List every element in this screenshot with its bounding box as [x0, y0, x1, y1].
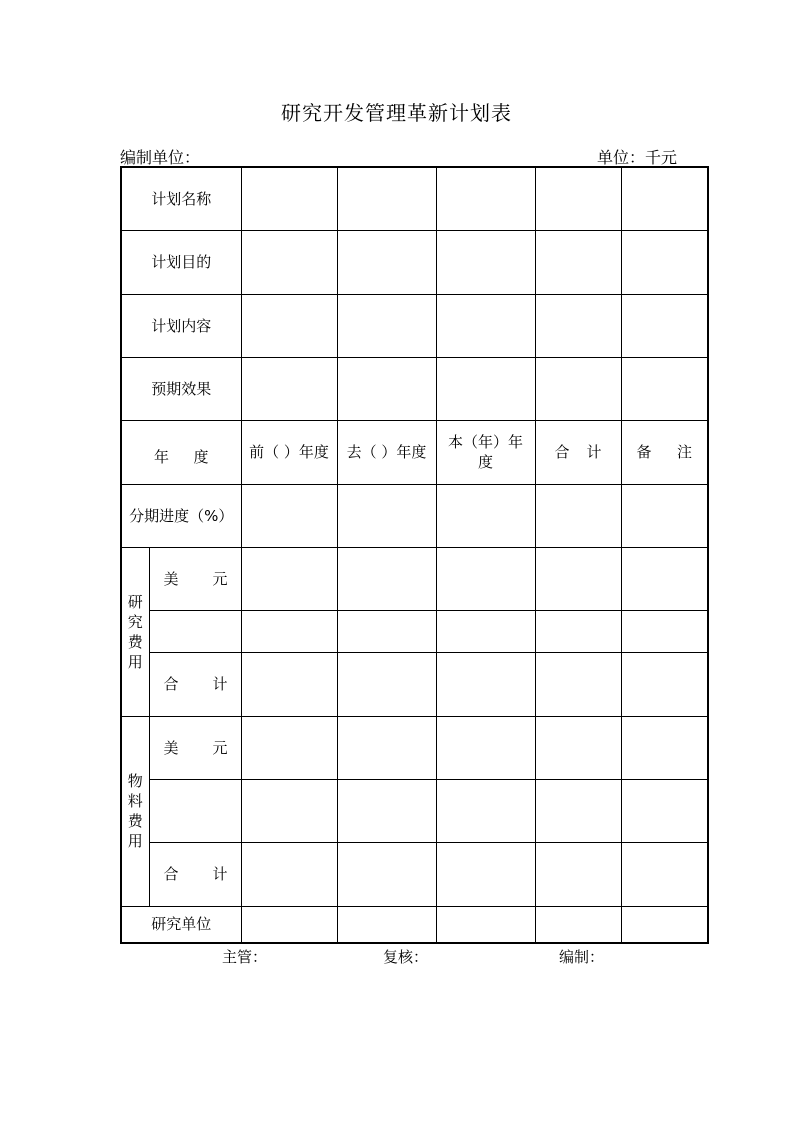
cell-input[interactable] [621, 357, 708, 420]
subtotal-char: 合 [163, 675, 179, 693]
cell-input[interactable] [241, 842, 337, 906]
cell-input[interactable] [337, 357, 436, 420]
cell-input[interactable] [337, 652, 436, 716]
cell-input[interactable] [436, 716, 535, 779]
remark-char: 备 [636, 443, 652, 461]
plan-content-label: 计划内容 [121, 294, 241, 357]
unit-label: 单位：千元 [597, 148, 678, 167]
group-char: 究 [127, 612, 143, 631]
cell-input[interactable] [535, 906, 621, 943]
subtotal-char: 计 [212, 675, 228, 693]
cell-input[interactable] [621, 230, 708, 294]
plan-goal-label: 计划目的 [121, 230, 241, 294]
row-material-subtotal [121, 842, 708, 906]
row-plan-goal [121, 230, 708, 294]
cell-input[interactable] [241, 779, 337, 842]
cell-input[interactable] [621, 167, 708, 230]
cell-input[interactable] [337, 230, 436, 294]
cell-input[interactable] [621, 484, 708, 547]
group-char: 用 [127, 652, 143, 671]
cell-input[interactable] [436, 294, 535, 357]
progress-label: 分期进度（%） [121, 484, 241, 547]
material-usd-label [149, 716, 241, 779]
this-year-line1: 本（年）年 [448, 433, 524, 451]
subtotal-char: 合 [163, 865, 179, 883]
row-plan-name [121, 167, 708, 230]
editor-label: 编制： [559, 948, 605, 966]
remark-header [621, 420, 708, 484]
cell-input[interactable] [535, 610, 621, 652]
cell-input[interactable] [621, 906, 708, 943]
cell-input[interactable] [436, 357, 535, 420]
cell-input[interactable] [337, 167, 436, 230]
cell-input[interactable] [621, 610, 708, 652]
group-char: 研 [127, 592, 143, 611]
cell-input[interactable] [337, 484, 436, 547]
remark-char: 注 [677, 443, 693, 461]
supervisor-label: 主管： [222, 948, 268, 966]
usd-char: 美 [163, 569, 179, 588]
row-research-unit [121, 906, 708, 943]
cell-input[interactable] [241, 652, 337, 716]
cell-input[interactable] [337, 294, 436, 357]
group-char: 料 [127, 792, 143, 810]
research-usd-label [149, 547, 241, 610]
cell-input[interactable] [436, 230, 535, 294]
usd-char: 元 [212, 569, 228, 588]
cell-input[interactable] [621, 547, 708, 610]
year-label [121, 420, 241, 484]
cell-input[interactable] [241, 167, 337, 230]
year-label-char: 度 [193, 448, 209, 466]
total-char: 计 [586, 443, 602, 461]
cell-input[interactable] [436, 167, 535, 230]
row-year-header [121, 420, 708, 484]
usd-char: 元 [212, 738, 228, 757]
cell-input[interactable] [436, 547, 535, 610]
material-subtotal-label [149, 842, 241, 906]
research-cost-group-label [121, 547, 149, 716]
cell-input[interactable] [535, 484, 621, 547]
cell-input[interactable] [621, 294, 708, 357]
compiler-unit-label: 编制单位： [120, 148, 201, 167]
cell-input[interactable] [535, 294, 621, 357]
page-title: 研究开发管理革新计划表 [281, 101, 512, 125]
row-expected-effect [121, 357, 708, 420]
plan-table [120, 166, 709, 944]
cell-input[interactable] [535, 230, 621, 294]
cell-input[interactable] [337, 547, 436, 610]
cell-input[interactable] [535, 716, 621, 779]
cell-input[interactable] [535, 357, 621, 420]
cell-input[interactable] [621, 779, 708, 842]
group-char: 物 [127, 772, 143, 790]
group-char: 费 [127, 812, 143, 830]
cell-input[interactable] [436, 610, 535, 652]
cell-input[interactable] [436, 779, 535, 842]
row-material-blank [121, 779, 708, 842]
cell-input[interactable] [241, 906, 337, 943]
research-subtotal-label [149, 652, 241, 716]
subtotal-char: 计 [212, 865, 228, 883]
cell-input[interactable] [621, 842, 708, 906]
cell-input[interactable] [337, 842, 436, 906]
research-blank-label[interactable] [149, 610, 241, 652]
group-char: 费 [127, 632, 143, 651]
cell-input[interactable] [436, 484, 535, 547]
row-material-usd [121, 716, 708, 779]
cell-input[interactable] [337, 779, 436, 842]
cell-input[interactable] [535, 842, 621, 906]
prev-year-header: 前（ ）年度 [241, 420, 337, 484]
usd-char: 美 [163, 738, 179, 757]
material-cost-group-label [121, 716, 149, 906]
material-blank-label[interactable] [149, 779, 241, 842]
cell-input[interactable] [241, 294, 337, 357]
cell-input[interactable] [535, 652, 621, 716]
row-research-blank [121, 610, 708, 652]
cell-input[interactable] [337, 716, 436, 779]
cell-input[interactable] [241, 610, 337, 652]
row-plan-content [121, 294, 708, 357]
group-char: 用 [127, 832, 143, 850]
last-year-header: 去（ ）年度 [337, 420, 436, 484]
year-label-char: 年 [154, 448, 170, 466]
research-unit-label: 研究单位 [121, 906, 241, 943]
cell-input[interactable] [241, 357, 337, 420]
cell-input[interactable] [241, 547, 337, 610]
cell-input[interactable] [535, 547, 621, 610]
cell-input[interactable] [241, 484, 337, 547]
cell-input[interactable] [535, 167, 621, 230]
expected-effect-label: 预期效果 [121, 357, 241, 420]
this-year-header [436, 420, 535, 484]
row-progress [121, 484, 708, 547]
cell-input[interactable] [436, 652, 535, 716]
cell-input[interactable] [241, 230, 337, 294]
this-year-line2: 度 [478, 453, 494, 471]
total-char: 合 [554, 443, 570, 461]
cell-input[interactable] [241, 716, 337, 779]
cell-input[interactable] [337, 906, 436, 943]
cell-input[interactable] [621, 716, 708, 779]
total-header [535, 420, 621, 484]
cell-input[interactable] [621, 652, 708, 716]
row-research-subtotal [121, 652, 708, 716]
cell-input[interactable] [436, 842, 535, 906]
cell-input[interactable] [436, 906, 535, 943]
cell-input[interactable] [337, 610, 436, 652]
plan-name-label: 计划名称 [121, 167, 241, 230]
reviewer-label: 复核： [383, 948, 429, 966]
cell-input[interactable] [535, 779, 621, 842]
row-research-usd [121, 547, 708, 610]
